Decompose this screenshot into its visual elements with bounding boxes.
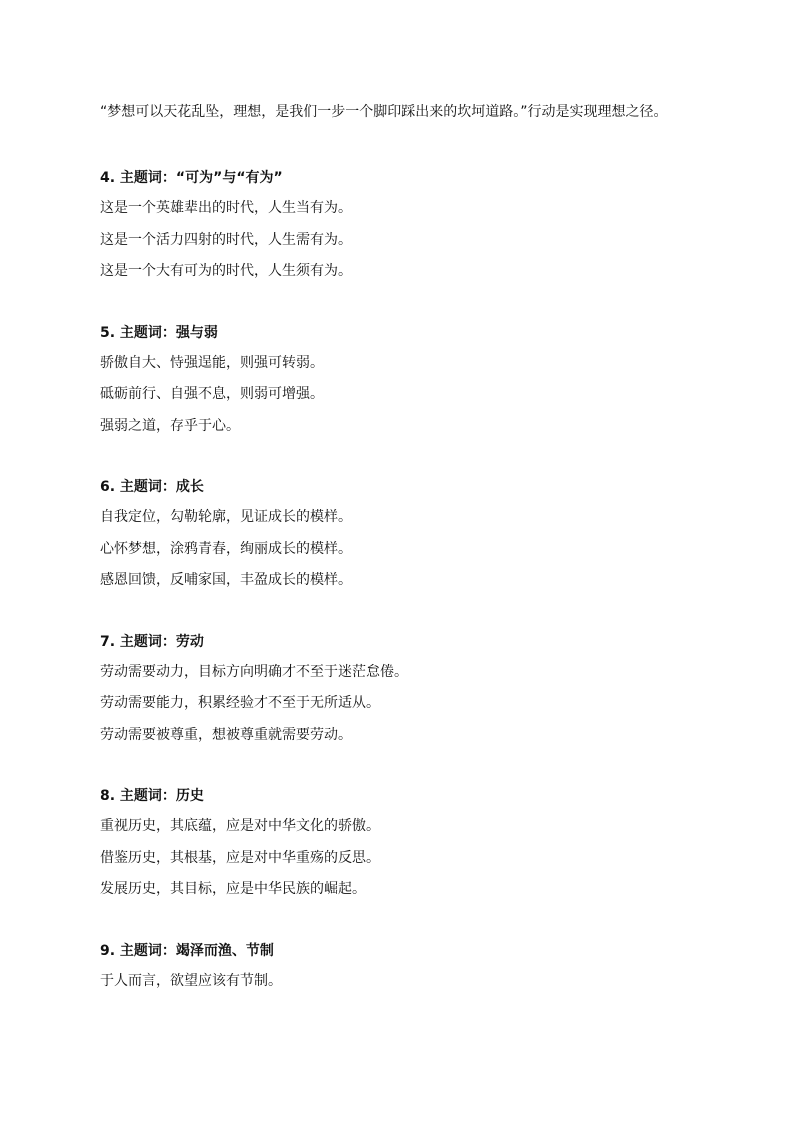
section-line: 强弱之道，存乎于心。 bbox=[100, 417, 240, 434]
section-line: 借鉴历史，其根基，应是对中华重殇的反思。 bbox=[100, 849, 380, 866]
section-line: 感恩回馈，反哺家国，丰盈成长的模样。 bbox=[100, 572, 352, 588]
section-heading: 9. 主题词：竭泽而渔、节制 bbox=[100, 942, 274, 959]
section-line: 心怀梦想，涂鸦青春，绚丽成长的模样。 bbox=[100, 540, 352, 557]
section-7 bbox=[100, 627, 734, 752]
section-line: 这是一个活力四射的时代，人生需有为。 bbox=[100, 231, 352, 248]
section-8 bbox=[100, 781, 734, 906]
section-9 bbox=[100, 936, 734, 998]
section-line: 骄傲自大、恃强逞能，则强可转弱。 bbox=[100, 354, 324, 371]
section-heading: 7. 主题词：劳动 bbox=[100, 633, 204, 650]
section-line: 这是一个英雄辈出的时代，人生当有为。 bbox=[100, 200, 352, 216]
section-line: 发展历史，其目标，应是中华民族的崛起。 bbox=[100, 881, 366, 897]
section-5 bbox=[100, 318, 734, 443]
section-heading: 5. 主题词：强与弱 bbox=[100, 324, 218, 341]
section-heading: 4. 主题词：“可为”与“有为” bbox=[100, 170, 283, 186]
section-line: 劳动需要动力，目标方向明确才不至于迷茫怠倦。 bbox=[100, 663, 408, 680]
section-line: 劳动需要能力，积累经验才不至于无所适从。 bbox=[100, 695, 380, 711]
section-line: 这是一个大有可为的时代，人生须有为。 bbox=[100, 263, 352, 279]
section-6 bbox=[100, 472, 734, 597]
section-line: 于人而言，欲望应该有节制。 bbox=[100, 972, 282, 989]
section-line: 重视历史，其底蕴，应是对中华文化的骄傲。 bbox=[100, 818, 380, 834]
section-heading: 6. 主题词：成长 bbox=[100, 479, 204, 495]
intro-paragraph: “梦想可以天花乱坠，理想，是我们一步一个脚印踩出来的坎坷道路。”行动是实现理想之径。 bbox=[100, 104, 668, 120]
section-line: 砥砺前行、自强不息，则弱可增强。 bbox=[100, 386, 324, 402]
section-line: 自我定位，勾勒轮廓，见证成长的模样。 bbox=[100, 509, 352, 525]
section-line: 劳动需要被尊重，想被尊重就需要劳动。 bbox=[100, 726, 352, 743]
section-4 bbox=[100, 163, 734, 288]
section-heading: 8. 主题词：历史 bbox=[100, 788, 204, 804]
